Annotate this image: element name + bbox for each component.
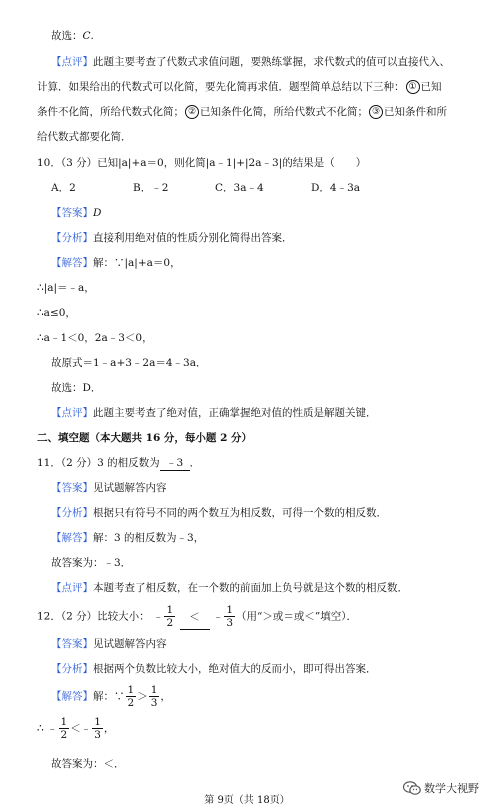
text: 条件不化简，所给代数式化简； bbox=[37, 106, 184, 118]
text: 已知 bbox=[420, 81, 442, 93]
text: ∴a﹣1＜0，2a﹣3＜0， bbox=[37, 332, 153, 344]
numerator: 1 bbox=[127, 684, 135, 696]
heading-text: 二、填空题（本大题共 16 分，每小题 2 分） bbox=[37, 432, 253, 444]
text: 已知条件化简，所给代数式不化简； bbox=[200, 106, 368, 118]
text: 故选： bbox=[51, 30, 83, 42]
option-b: B．﹣2 bbox=[133, 182, 169, 194]
option-d: D．4﹣3a bbox=[311, 182, 361, 194]
text: 此题主要考查了绝对值，正确掌握绝对值的性质是解题关键． bbox=[93, 407, 377, 419]
fraction-half bbox=[164, 604, 175, 629]
q10-analysis bbox=[51, 231, 293, 245]
q10-step-3 bbox=[37, 306, 76, 320]
text: 此题主要考查了代数式求值问题，要熟练掌握，求代数式的值可以直接代入、 bbox=[93, 56, 450, 68]
analysis-tag: 【分析】 bbox=[51, 507, 93, 519]
comma: ， bbox=[103, 722, 115, 735]
text: 见试题解答内容 bbox=[93, 482, 167, 494]
solution-tag: 【解答】 bbox=[51, 257, 93, 269]
text: 已知条件和所 bbox=[384, 106, 447, 118]
q10-step-4 bbox=[37, 331, 153, 345]
text: ． bbox=[189, 457, 201, 469]
text: 本题考查了相反数，在一个数的前面加上负号就是这个数的相反数． bbox=[93, 582, 408, 594]
solution-tag: 【解答】 bbox=[51, 532, 93, 544]
text: 根据两个负数比较大小，绝对值大的反而小，即可得出答案． bbox=[93, 663, 377, 675]
text: 故答案为：＜． bbox=[51, 758, 125, 770]
text: 故原式＝1﹣a+3﹣2a＝4﹣3a． bbox=[51, 357, 207, 369]
denominator: 3 bbox=[150, 697, 158, 709]
q10-solution bbox=[51, 256, 181, 270]
question-text: 10．（3 分）已知|a|+a＝0，则化简|a﹣1|+|2a﹣3|的结果是（ ） bbox=[37, 157, 367, 169]
circled-1: ① bbox=[406, 80, 420, 94]
fraction-third bbox=[92, 716, 103, 741]
solution-tag: 【解答】 bbox=[51, 690, 93, 703]
comment-line-3 bbox=[37, 105, 447, 119]
text: 解：3 的相反数为﹣3， bbox=[93, 532, 205, 544]
text: ∴|a|＝﹣a， bbox=[37, 282, 95, 294]
answer-tag: 【答案】 bbox=[51, 482, 93, 494]
q11-solution bbox=[51, 531, 204, 545]
fraction-third bbox=[224, 604, 235, 629]
fraction-third bbox=[149, 684, 160, 709]
q12-solution bbox=[51, 684, 171, 709]
circled-3: ③ bbox=[369, 105, 383, 119]
section-2-heading bbox=[37, 431, 252, 445]
question-12 bbox=[37, 604, 357, 630]
q11-final bbox=[51, 556, 131, 570]
denominator: 2 bbox=[127, 697, 135, 709]
answer-tag: 【答案】 bbox=[51, 207, 93, 219]
circled-2: ② bbox=[185, 105, 199, 119]
question-11 bbox=[37, 456, 200, 471]
q12-answer bbox=[51, 637, 167, 651]
text: 直接利用绝对值的性质分别化简得出答案． bbox=[93, 232, 293, 244]
q11-blank: ﹣3 bbox=[160, 456, 190, 471]
question-10 bbox=[37, 156, 366, 170]
q12-analysis bbox=[51, 662, 377, 676]
option-a: A．2 bbox=[51, 182, 76, 194]
text: 解：∵ bbox=[93, 690, 125, 703]
therefore: ∴ bbox=[37, 722, 44, 735]
prev-answer-line bbox=[51, 29, 94, 43]
denominator: 2 bbox=[166, 617, 174, 629]
minus: ﹣ bbox=[152, 610, 164, 623]
fraction-half bbox=[126, 684, 137, 709]
comment-line-1 bbox=[51, 55, 450, 69]
text: ∴a≤0， bbox=[37, 307, 76, 319]
question-10-options bbox=[51, 181, 360, 195]
q10-step-2 bbox=[37, 281, 95, 295]
comment-tag: 【点评】 bbox=[51, 56, 93, 68]
q11-comment bbox=[51, 581, 408, 595]
answer-tag: 【答案】 bbox=[51, 638, 93, 650]
q10-answer bbox=[51, 206, 101, 220]
page-footer: 第 9页（共 18页） bbox=[204, 795, 290, 806]
numerator: 1 bbox=[60, 716, 68, 728]
q11-answer bbox=[51, 481, 167, 495]
q12-blank: ＜ bbox=[180, 605, 210, 630]
denominator: 3 bbox=[94, 729, 101, 741]
text: 见试题解答内容 bbox=[93, 638, 167, 650]
analysis-tag: 【分析】 bbox=[51, 663, 93, 675]
text: 根据只有符号不同的两个数互为相反数，可得一个数的相反数． bbox=[93, 507, 387, 519]
text: 故选：D． bbox=[51, 382, 102, 394]
numerator: 1 bbox=[226, 604, 234, 616]
hint: （用“＞或＝或＜”填空）． bbox=[236, 610, 358, 623]
watermark bbox=[403, 780, 479, 796]
answer-value: D bbox=[93, 207, 102, 219]
q10-step-6 bbox=[51, 381, 101, 395]
denominator: 3 bbox=[226, 617, 234, 629]
period: ， bbox=[160, 690, 171, 703]
text: 计算．如果给出的代数式可以化简，要先化简再求值．题型简单总结以下三种： bbox=[37, 81, 405, 93]
question-text: 12．（2 分）比较大小： bbox=[37, 610, 150, 623]
text: 故答案为：﹣3． bbox=[51, 557, 132, 569]
text: . bbox=[90, 30, 94, 42]
fraction-half bbox=[59, 716, 70, 741]
wechat-icon bbox=[403, 781, 421, 796]
comment-line-4 bbox=[37, 130, 132, 144]
q10-comment bbox=[51, 406, 377, 420]
watermark-text: 数学大视野 bbox=[424, 782, 479, 795]
gt: ＞ bbox=[137, 690, 148, 703]
text: 给代数式都要化简． bbox=[37, 131, 132, 143]
comment-tag: 【点评】 bbox=[51, 407, 93, 419]
question-text: 11．（2 分）3 的相反数为 bbox=[37, 457, 160, 469]
comment-tag: 【点评】 bbox=[51, 582, 93, 594]
answer-letter: C bbox=[82, 30, 91, 42]
comment-line-2 bbox=[37, 80, 442, 94]
minus: ﹣ bbox=[47, 722, 58, 735]
q11-analysis bbox=[51, 506, 387, 520]
q10-step-5 bbox=[51, 356, 206, 370]
text: 解：∵|a|+a＝0， bbox=[93, 257, 181, 269]
q12-final bbox=[51, 757, 125, 771]
minus: ﹣ bbox=[212, 610, 224, 623]
lt: ＜ bbox=[70, 722, 81, 735]
option-c: C．3a﹣4 bbox=[215, 182, 264, 194]
numerator: 1 bbox=[166, 604, 174, 616]
analysis-tag: 【分析】 bbox=[51, 232, 93, 244]
denominator: 2 bbox=[60, 729, 68, 741]
minus: ﹣ bbox=[80, 722, 92, 735]
numerator: 1 bbox=[150, 684, 158, 696]
numerator: 1 bbox=[94, 716, 101, 728]
q12-step-2 bbox=[37, 716, 114, 741]
